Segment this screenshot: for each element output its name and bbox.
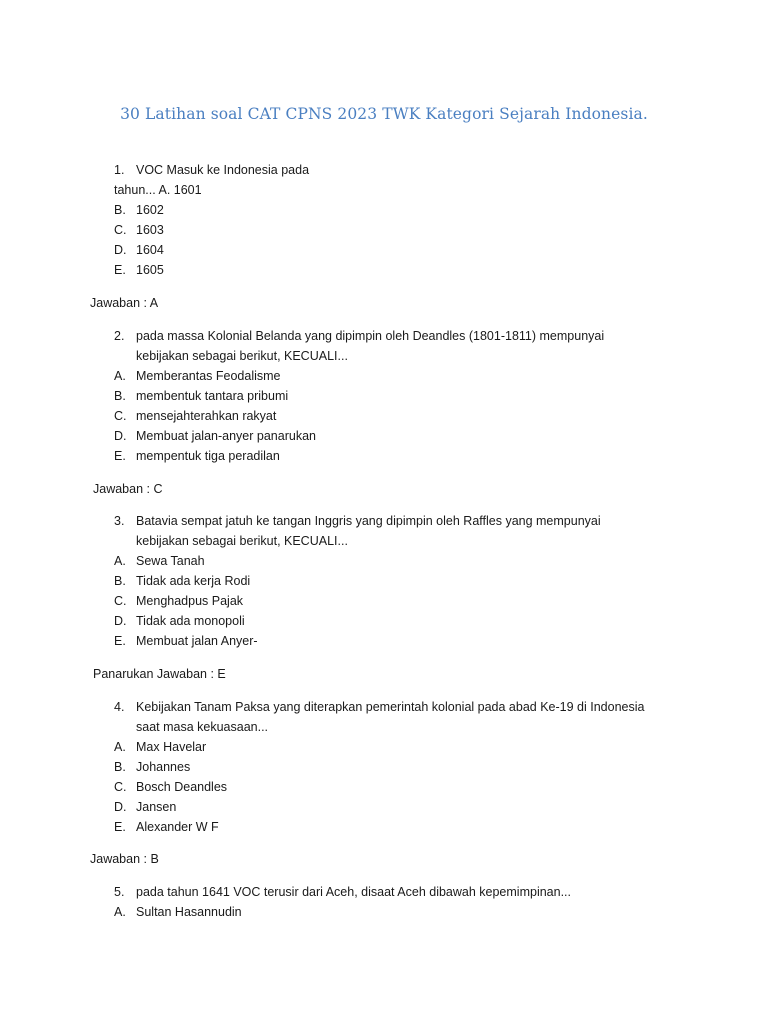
option-label: B.: [114, 760, 126, 774]
option-text: 1605: [136, 263, 164, 277]
option-label: B.: [114, 574, 126, 588]
option-label: E.: [114, 820, 126, 834]
option-text: 1602: [136, 203, 164, 217]
option-text: Tidak ada monopoli: [136, 614, 245, 628]
option-label: B.: [114, 203, 126, 217]
question-text: Kebijakan Tanam Paksa yang diterapkan pemerintah kolonial pada abad Ke-19 di Indonesia: [136, 700, 645, 714]
option-label: D.: [114, 243, 127, 257]
option-text: Jansen: [136, 800, 177, 814]
option-label: A.: [114, 740, 126, 754]
option-label: B.: [114, 389, 126, 403]
option-label: C.: [114, 223, 127, 237]
question-number: 2.: [114, 329, 125, 343]
option-label: D.: [114, 800, 127, 814]
question-text-continued: kebijakan sebagai berikut, KECUALI...: [136, 349, 348, 363]
option-label: D.: [114, 429, 127, 443]
page-title: 30 Latihan soal CAT CPNS 2023 TWK Kategori Sejarah Indonesia.: [120, 105, 648, 123]
option-text: 1603: [136, 223, 164, 237]
question-text: Batavia sempat jatuh ke tangan Inggris yang dipimpin oleh Raffles yang mempunyai: [136, 514, 601, 528]
option-text: mempentuk tiga peradilan: [136, 449, 280, 463]
option-label: A.: [114, 905, 126, 919]
question-text: VOC Masuk ke Indonesia pada: [136, 163, 310, 177]
option-label: A.: [114, 554, 126, 568]
option-text: Max Havelar: [136, 740, 207, 754]
option-text: Tidak ada kerja Rodi: [136, 574, 251, 588]
question-text-continued: saat masa kekuasaan...: [136, 720, 269, 734]
question-text: pada tahun 1641 VOC terusir dari Aceh, disaat Aceh dibawah kepemimpinan...: [136, 885, 571, 899]
option-text: Sewa Tanah: [136, 554, 205, 568]
option-label: E.: [114, 263, 126, 277]
option-text: Johannes: [136, 760, 191, 774]
option-text: Bosch Deandles: [136, 780, 228, 794]
question-number: 1.: [114, 163, 125, 177]
answer-text: Jawaban : C: [93, 482, 163, 496]
option-text: Memberantas Feodalisme: [136, 369, 281, 383]
option-label: C.: [114, 780, 127, 794]
option-label: C.: [114, 409, 127, 423]
question-number: 4.: [114, 700, 125, 714]
option-text: Membuat jalan-anyer panarukan: [136, 429, 316, 443]
answer-text: Jawaban : B: [90, 852, 159, 866]
option-text: 1604: [136, 243, 164, 257]
question-text: pada massa Kolonial Belanda yang dipimpin oleh Deandles (1801-1811) mempunyai: [136, 329, 605, 343]
question-number: 3.: [114, 514, 125, 528]
question-text-continued: tahun... A. 1601: [114, 183, 202, 197]
option-text: Sultan Hasannudin: [136, 905, 242, 919]
option-text: Alexander W F: [136, 820, 219, 834]
option-text: Membuat jalan Anyer-: [136, 634, 258, 648]
option-label: A.: [114, 369, 126, 383]
option-label: C.: [114, 594, 127, 608]
option-label: E.: [114, 634, 126, 648]
option-label: E.: [114, 449, 126, 463]
question-number: 5.: [114, 885, 125, 899]
answer-text: Panarukan Jawaban : E: [93, 667, 226, 681]
option-text: membentuk tantara pribumi: [136, 389, 289, 403]
option-text: mensejahterahkan rakyat: [136, 409, 277, 423]
answer-text: Jawaban : A: [90, 296, 159, 310]
question-text-continued: kebijakan sebagai berikut, KECUALI...: [136, 534, 348, 548]
option-label: D.: [114, 614, 127, 628]
option-text: Menghadpus Pajak: [136, 594, 244, 608]
